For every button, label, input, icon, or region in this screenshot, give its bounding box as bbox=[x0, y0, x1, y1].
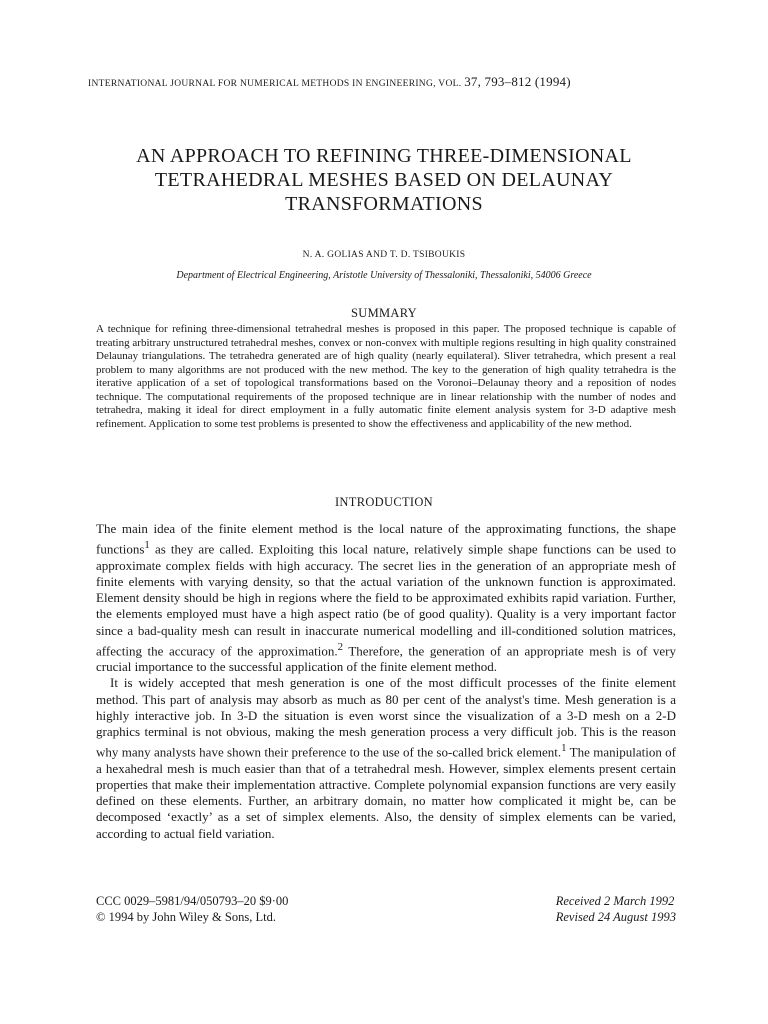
summary-paragraph: A technique for refining three-dimensional tetrahedral meshes is proposed in this paper. The proposed technique is capable of treating arbitrary unstructured tetrahedral meshes, convex or non-convex with multiple regions resulting in high quality constrained Delaunay triangulations. The tetrahedra generated are of high quality (nearly equilateral). Sliver tetrahedra, which present a real problem to many algorithms are not produced with the new method. The key to the generation of high quality tetrahedra is the iterative application of a set of topological transformations based on the Voronoi–Delaunay theory and a reposition of nodes technique. The computational requirements of the proposed technique are in linear relationship with the number of nodes and tetrahedra, making it ideal for direct employment in a fully automatic finite element analysis system for 3-D adaptive mesh refinement. Application to some test problems is presented to show the effectiveness and applicability of the new method. bbox=[96, 323, 676, 430]
introduction-heading: INTRODUCTION bbox=[334, 495, 434, 509]
title-line-3: TRANSFORMATIONS bbox=[285, 193, 483, 215]
footnote-ref: 1 bbox=[144, 539, 150, 552]
paper-title bbox=[60, 144, 708, 216]
title-line-1: AN APPROACH TO REFINING THREE-DIMENSIONAL bbox=[136, 145, 632, 167]
summary-heading: SUMMARY bbox=[350, 306, 417, 320]
intro-paragraph-2: It is widely accepted that mesh generation is one of the most difficult processes of the finite element method. This part of analysis may absorb as much as 80 per cent of the analyst's time. Mesh generation is a highly interactive job. In 3-D the situation is even worst since the visualization of a 3-D mesh on a 2-D graphics terminal is not obvious, making the mesh generation process a very difficult job. This is the reason why many analysts have shown their preference to the use of the so-called brick element.$^1$ The manipulation of a hexahedral mesh is much easier than that of a tetrahedral mesh. However, simplex elements present certain properties that make their implementation attractive. Complete polynomial expansion functions are very easily defined on these elements. Further, an arbitrary domain, no matter how complicated it might be, can be decomposed ‘exactly’ as a set of simplex elements. Also, the density of simplex elements can be varied, according to actual field variation. bbox=[96, 675, 676, 841]
intro-paragraph-1: The main idea of the finite element method is the local nature of the approximating functions, the shape functions$^1$ as they are called. Exploiting this local nature, relatively simple shape functions can be used to approximate complex fields with high accuracy. The secret lies in the generation of an appropriate mesh of finite elements with varying density, so that the actual variation of the unknown function is approximated. Element density should be high in regions where the field to be approximated exhibits rapid variation. Further, the elements employed must have a high aspect ratio (be of good quality). Quality is a very important factor since a bad-quality mesh can result in inaccurate numerical modelling and ill-conditioned solution matrices, affecting the accuracy of the approximation.$^2$ Therefore, the generation of an appropriate mesh is of very crucial importance to the successful application of the finite element method. bbox=[96, 521, 676, 675]
footer-dates-block bbox=[556, 893, 676, 925]
footer-copyright-block bbox=[96, 893, 288, 925]
received-date: Received 2 March 1992 bbox=[555, 894, 675, 908]
revised-date: Revised 24 August 1993 bbox=[555, 910, 676, 924]
introduction-body bbox=[96, 521, 676, 842]
authors: N. A. GOLIAS AND T. D. TSIBOUKIS bbox=[302, 250, 466, 260]
affiliation: Department of Electrical Engineering, Aristotle University of Thessaloniki, Thessaloniki, 54006 Greece bbox=[176, 270, 592, 281]
volume-pages: 37, 793–812 (1994) bbox=[464, 74, 571, 89]
footnote-ref: 2 bbox=[337, 640, 344, 653]
journal-header bbox=[88, 74, 688, 90]
copyright-line: © 1994 by John Wiley & Sons, Ltd. bbox=[96, 910, 276, 924]
ccc-code: CCC 0029–5981/94/050793–20 $9·00 bbox=[96, 894, 289, 908]
title-line-2: TETRAHEDRAL MESHES BASED ON DELAUNAY bbox=[154, 169, 614, 191]
copyright-icon: © bbox=[96, 910, 106, 924]
journal-name: INTERNATIONAL JOURNAL FOR NUMERICAL METHODS IN ENGINEERING, VOL. bbox=[88, 79, 462, 89]
footnote-ref: 1 bbox=[561, 742, 567, 755]
summary-abstract bbox=[96, 323, 676, 431]
